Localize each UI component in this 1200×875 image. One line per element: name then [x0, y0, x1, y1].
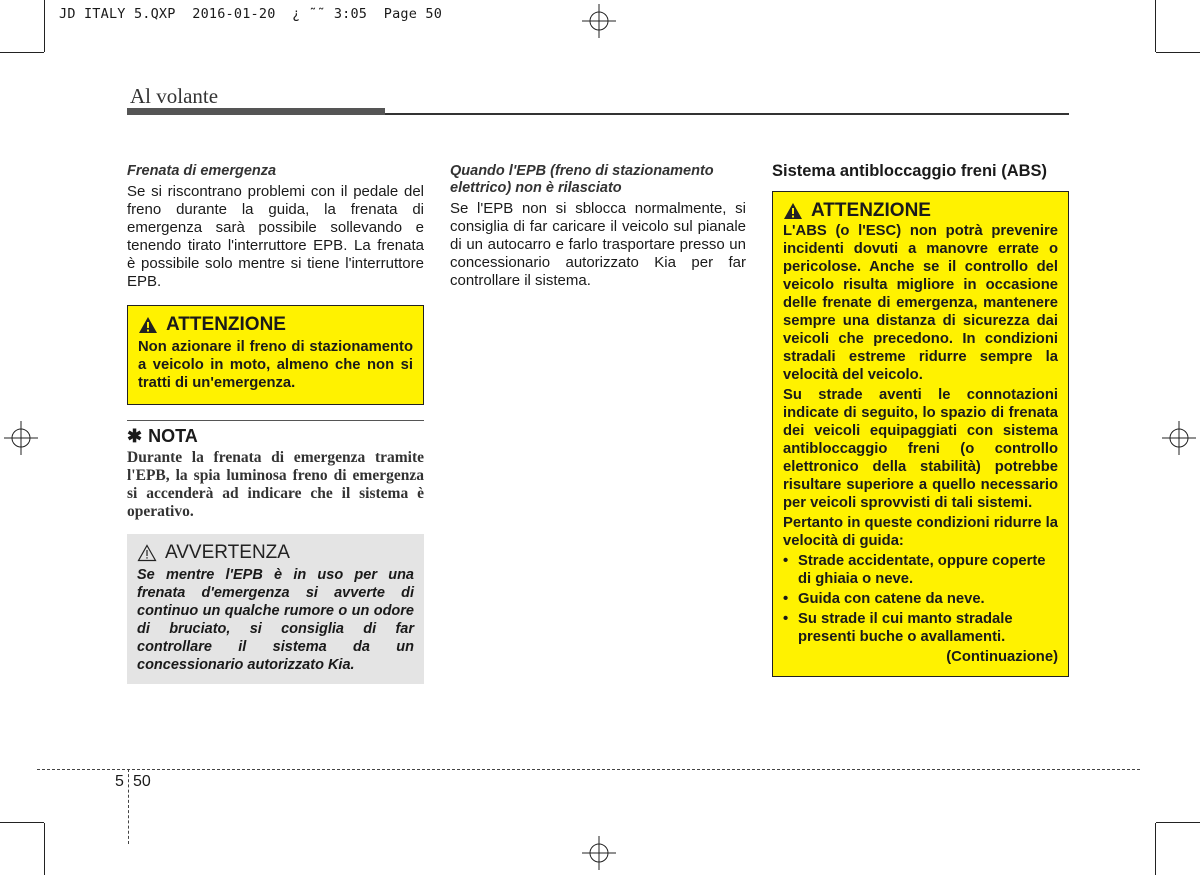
continuation-label: (Continuazione) — [946, 649, 1058, 665]
note-text: Durante la frenata di emergenza tramite l'EPB, la spia luminosa freno di emergenza si accenderà ad indicare che il sistema è operativo. — [127, 449, 424, 520]
crop-mark-top-right-h — [1156, 52, 1200, 53]
list-item: • Su strade il cui manto stradale presenti buche o avallamenti. — [783, 611, 1013, 645]
footer-dashed-divider — [128, 769, 129, 844]
crop-mark-bottom-right-h — [1156, 822, 1200, 823]
note-header — [127, 427, 424, 445]
page-number: 50 — [133, 773, 151, 790]
caution-box-abs-para-1: L'ABS (o l'ESC) non potrà prevenire incidenti dovuti a manovre errate o pericolose. Anche se il controllo del veicolo risulta migliore in occasione delle frenate di emergenza, mantenere sempre una distanza di sicurezza dai veicoli che precedono. In condizioni stradali estreme ridurre sempre la velocità del veicolo. — [783, 223, 1058, 383]
epb-not-released-heading: Quando l'EPB (freno di stazionamento elettrico) non è rilasciato — [450, 163, 714, 196]
crop-mark-top-right-v — [1155, 0, 1156, 52]
warning-triangle-icon — [138, 316, 158, 334]
caution-box-abs-bullet-list — [783, 552, 1058, 646]
warning-triangle-icon — [783, 202, 803, 220]
registration-mark-top — [582, 4, 616, 38]
bullet-icon: • — [783, 591, 789, 607]
caution-box-abs-title: ATTENZIONE — [811, 200, 931, 221]
list-item: • Guida con catene da neve. — [783, 591, 985, 607]
footer-dashed-rule — [37, 769, 1140, 770]
caution-box-epb-title: ATTENZIONE — [166, 314, 286, 335]
caution-box-abs-para-2: Su strade aventi le connotazioni indicate di seguito, lo spazio di frenata dei veicoli equipaggiati con sistema antibloccaggio freni (o controllo elettronico della stabilità) potrebbe risultare superiore a quello necessario per veicoli sprovvisti di tali sistemi. — [783, 387, 1058, 511]
chapter-number: 5 — [115, 773, 124, 790]
crop-mark-top-left-v — [44, 0, 45, 52]
registration-mark-left — [4, 421, 38, 455]
abs-heading: Sistema antibloccaggio freni (ABS) — [772, 162, 1048, 180]
column-3 — [772, 162, 1069, 677]
note-section — [127, 420, 424, 521]
warning-triangle-outline-icon — [137, 544, 157, 562]
section-title-rule-thick — [127, 108, 385, 115]
warning-box-epb-header — [137, 544, 414, 562]
asterisk-icon: ✱ — [127, 426, 143, 446]
warning-box-epb-text: Se mentre l'EPB è in uso per una frenata d'emergenza si avverte di continuo un qualche rumore o un odore di bruciato, si consiglia di far controllare il sistema da un concessionario autorizzato Kia. — [137, 567, 414, 673]
list-item: • Strade accidentate, oppure coperte di ghiaia o neve. — [783, 553, 1046, 587]
caution-box-epb-header — [138, 316, 413, 334]
warning-box-epb-title: AVVERTENZA — [165, 542, 290, 563]
crop-mark-bottom-right-v — [1155, 823, 1156, 875]
bullet-icon: • — [783, 553, 789, 569]
caution-box-epb-text: Non azionare il freno di stazionamento a veicolo in moto, almeno che non si tratti di un'emergenza. — [138, 339, 413, 391]
caution-box-epb — [127, 305, 424, 405]
crop-mark-top-left-h — [0, 52, 44, 53]
section-title-rule-thin — [385, 113, 1069, 115]
column-2 — [450, 163, 746, 290]
print-slug-line: JD ITALY 5.QXP 2016-01-20 ¿ ˜˜ 3:05 Page 50 — [59, 6, 443, 22]
registration-mark-bottom — [582, 836, 616, 870]
crop-mark-bottom-left-h — [0, 822, 44, 823]
caution-box-abs-header — [783, 202, 1058, 220]
registration-mark-right — [1162, 421, 1196, 455]
column-1 — [127, 163, 424, 684]
note-title: NOTA — [148, 426, 198, 446]
crop-mark-bottom-left-v — [44, 823, 45, 875]
section-title: Al volante — [130, 84, 219, 108]
emergency-braking-heading: Frenata di emergenza — [127, 163, 277, 179]
bullet-icon: • — [783, 611, 789, 627]
caution-box-abs — [772, 191, 1069, 677]
warning-box-epb — [127, 534, 424, 684]
emergency-braking-body: Se si riscontrano problemi con il pedale del freno durante la guida, la frenata di emergenza sarà possibile sollevando e tenendo tirato l'interruttore EPB. La frenata è possibile solo mentre si tiene l'interruttore EPB. — [127, 183, 424, 290]
caution-box-abs-para-3: Pertanto in queste condizioni ridurre la velocità di guida: — [783, 515, 1058, 549]
epb-not-released-body: Se l'EPB non si sblocca normalmente, si consiglia di far caricare il veicolo sul pianale di un autocarro e farlo trasportare presso un concessionario autorizzato Kia per far controllare il sistema. — [450, 200, 746, 289]
